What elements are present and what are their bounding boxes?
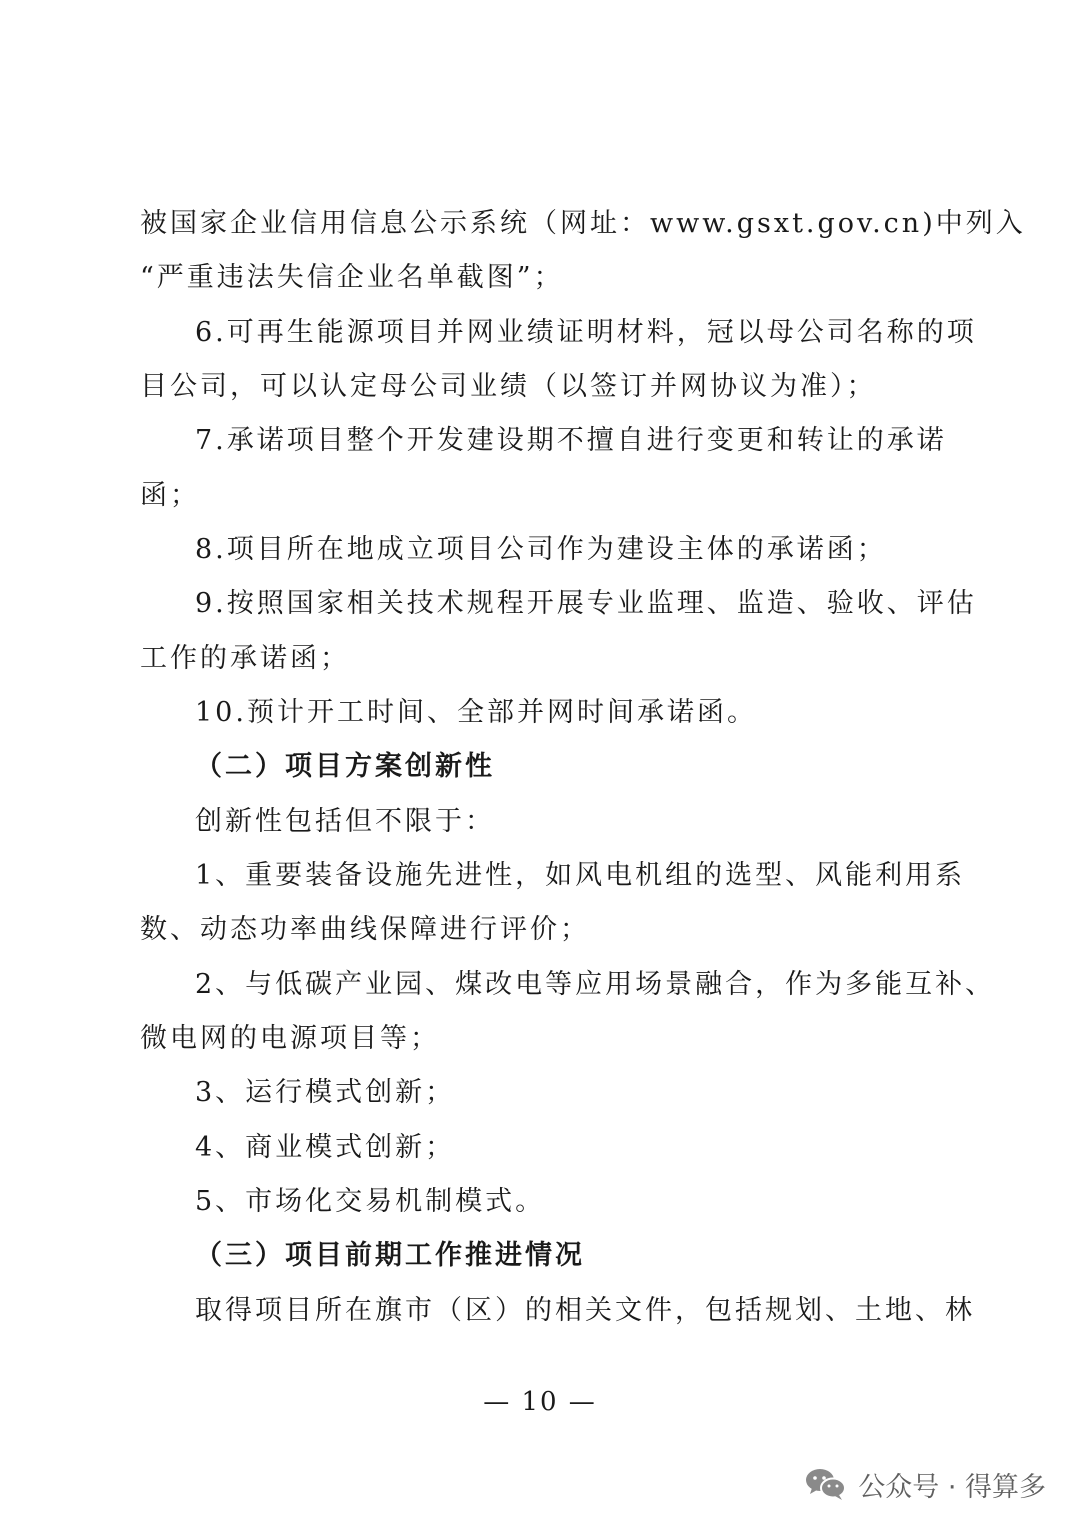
page-number: — 10 — [483,1387,597,1417]
list-item-8: 8.项目所在地成立项目公司作为建设主体的承诺函； [195,534,887,565]
section-heading-3: （三）项目前期工作推进情况 [195,1240,585,1271]
paragraph-line: 创新性包括但不限于： [195,806,495,837]
innovation-item-5: 5、市场化交易机制模式。 [195,1186,546,1217]
paragraph-line: 微电网的电源项目等； [140,1023,440,1054]
innovation-item-4: 4、商业模式创新； [195,1132,456,1163]
watermark-text: 公众号 · 得算多 [858,1471,1046,1503]
paragraph-line: 函； [140,480,200,511]
paragraph-line: 被国家企业信用信息公示系统（网址：www.gsxt.gov.cn)中列入 [140,208,1026,239]
paragraph-line: 数、动态功率曲线保障进行评价； [140,914,590,945]
paragraph-line: 取得项目所在旗市（区）的相关文件，包括规划、土地、林 [195,1295,975,1326]
innovation-item-2: 2、与低碳产业园、煤改电等应用场景融合，作为多能互补、 [195,969,996,1000]
watermark [804,1462,1046,1506]
list-item-6: 6.可再生能源项目并网业绩证明材料，冠以母公司名称的项 [195,317,977,348]
paragraph-line: “严重违法失信企业名单截图”； [140,262,564,293]
wechat-icon [804,1466,848,1502]
section-heading-2: （二）项目方案创新性 [195,751,495,782]
innovation-item-1: 1、重要装备设施先进性，如风电机组的选型、风能利用系 [195,860,966,891]
list-item-9: 9.按照国家相关技术规程开展专业监理、监造、验收、评估 [195,588,977,619]
paragraph-line: 目公司，可以认定母公司业绩（以签订并网协议为准）； [140,371,877,402]
innovation-item-3: 3、运行模式创新； [195,1077,456,1108]
list-item-10: 10.预计开工时间、全部并网时间承诺函。 [195,697,757,728]
paragraph-line: 工作的承诺函； [140,643,350,674]
list-item-7: 7.承诺项目整个开发建设期不擅自进行变更和转让的承诺 [195,425,947,456]
